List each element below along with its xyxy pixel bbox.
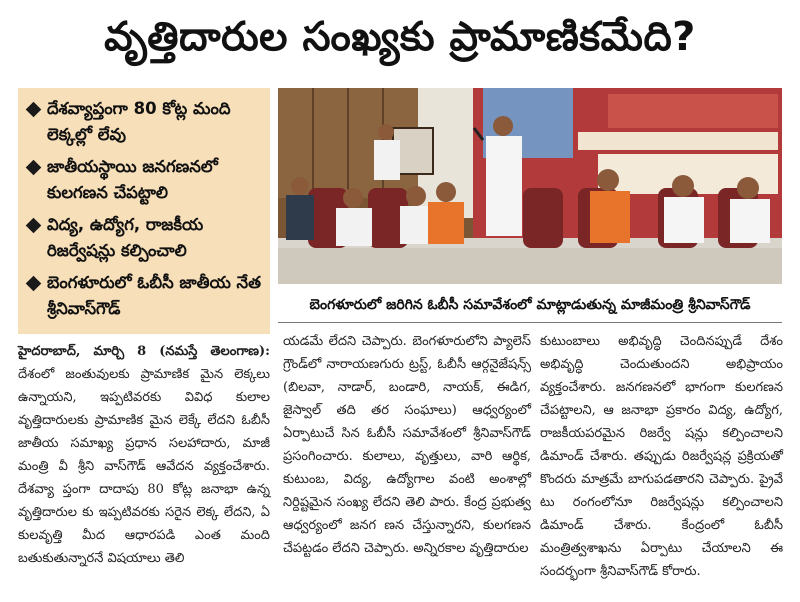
article-text: కుటుంబాలు అభివృద్ధి చెందినప్పుడే దేశం అభివృద్ధి చెందుతుందని అభిప్రాయం వ్యక్తంచేశారు. జనగణనలో భాగంగా కులగణన చేపట్టాలని, ఆ జనాభా ప్రకారం విద్య, ఉద్యోగ, రాజకీయపరమైన రిజర్వే షన్లు కల్పించాలని డిమాండ్ చేశారు. తప్పుడు రిజర్వేషన్ల ప్రక్రియతో కొందరు మాత్రమే బాగుపడతారని చెప్పారు. ప్రైవే టు రంగంలోనూ రిజర్వేషన్లు కల్పించాలని డిమాండ్ చేశారు. కేంద్రంలో ఓబీసీ మంత్రిత్వశాఖను ఏర్పాటు చేయాలని ఈ సందర్భంగా శ్రీనివాస్‌గౌడ్ కోరారు. bbox=[540, 334, 783, 579]
diamond-bullet-icon bbox=[26, 160, 42, 176]
news-photo bbox=[278, 88, 782, 284]
summary-item bbox=[26, 212, 262, 264]
summary-text: విద్య, ఉద్యోగ, రాజకీయ రిజర్వేషన్లు కల్పించాలి bbox=[47, 215, 204, 260]
headline: వృత్తిదారుల సంఖ్యకు ప్రామాణికమేది? bbox=[104, 14, 696, 60]
diamond-bullet-icon bbox=[26, 102, 42, 118]
summary-text: జాతీయస్థాయి జనగణనలో కులగణన చేపట్టాలి bbox=[47, 157, 218, 202]
article-column-2 bbox=[283, 330, 531, 560]
summary-item bbox=[26, 96, 262, 148]
dateline: హైదరాబాద్, మార్చి 8 (నమస్తే తెలంగాణ): bbox=[18, 344, 270, 359]
summary-text: దేశవ్యాప్తంగా 80 కోట్ల మంది లెక్కల్లో లేవు bbox=[47, 99, 231, 144]
photo-caption: బెంగళూరులో జరిగిన ఓబీసీ సమావేశంలో మాట్లాడుతున్న మాజీమంత్రి శ్రీనివాస్‌గౌడ్ bbox=[278, 290, 782, 323]
summary-item bbox=[26, 270, 262, 322]
summary-item bbox=[26, 154, 262, 206]
article-column-1 bbox=[18, 340, 270, 570]
diamond-bullet-icon bbox=[26, 218, 42, 234]
article-text: దేశంలో జంతువులకు ప్రామాణిక మైన లెక్కలు ఉన్నాయని, ఇప్పటివరకు వివిధ కులాల వృత్తిదారులకు ప్రామాణిక మైన లెక్కే లేదని ఓబీసీ జాతీయ సమాఖ్య ప్రధాన సలహాదారు, మాజీ మంత్రి వీ శ్రీని వాస్‌గౌడ్ ఆవేదన వ్యక్తంచేశారు. దేశవ్యా ప్తంగా దాదాపు 80 కోట్ల జనాభా ఉన్న వృత్తిదారుల కు ఇప్పటివరకు సరైన లెక్క లేదని, ఏ కులవృత్తి మీద ఆధారపడి ఎంత మంది బతుకుతున్నారనే విషయాలు తెలి bbox=[18, 367, 270, 566]
diamond-bullet-icon bbox=[26, 276, 42, 292]
article-text: యడమే లేదని చెప్పారు. బెంగళూరులోని ప్యాలెస్ గ్రౌండ్‌లో నారాయణగురు ట్రస్ట్, ఓబీసీ ఆర్గనైజేషన్స్ (బిలవా, నాడార్, బండారి, నాయక్, ఈడిగ, జైస్వాల్ తది తర సంఘాలు) ఆధ్వర్యంలో ఏర్పాటుచే సిన ఓబీసీ సమావేశంలో శ్రీనివాస్‌గౌడ్ ప్రసంగించారు. కులాలు, వృత్తులు, వారి ఆర్థిక, కుటుంబ, విద్య, ఉద్యోగాల వంటి అంశాల్లో నిర్దిష్టమైన సంఖ్య లేదని తెలి పారు. కేంద్ర ప్రభుత్వ ఆధ్వర్యంలో జనగ ణన చేస్తున్నారని, కులగణన చేపట్టడం లేదని చెప్పారు. అన్నిరకాల వృత్తిదారుల bbox=[283, 334, 531, 556]
summary-text: బెంగళూరులో ఓబీసీ జాతీయ నేత శ్రీనివాస్‌గౌడ్ bbox=[47, 273, 261, 318]
article-column-3 bbox=[540, 330, 783, 583]
news-photo-illustration bbox=[278, 88, 782, 284]
summary-box bbox=[18, 88, 270, 334]
